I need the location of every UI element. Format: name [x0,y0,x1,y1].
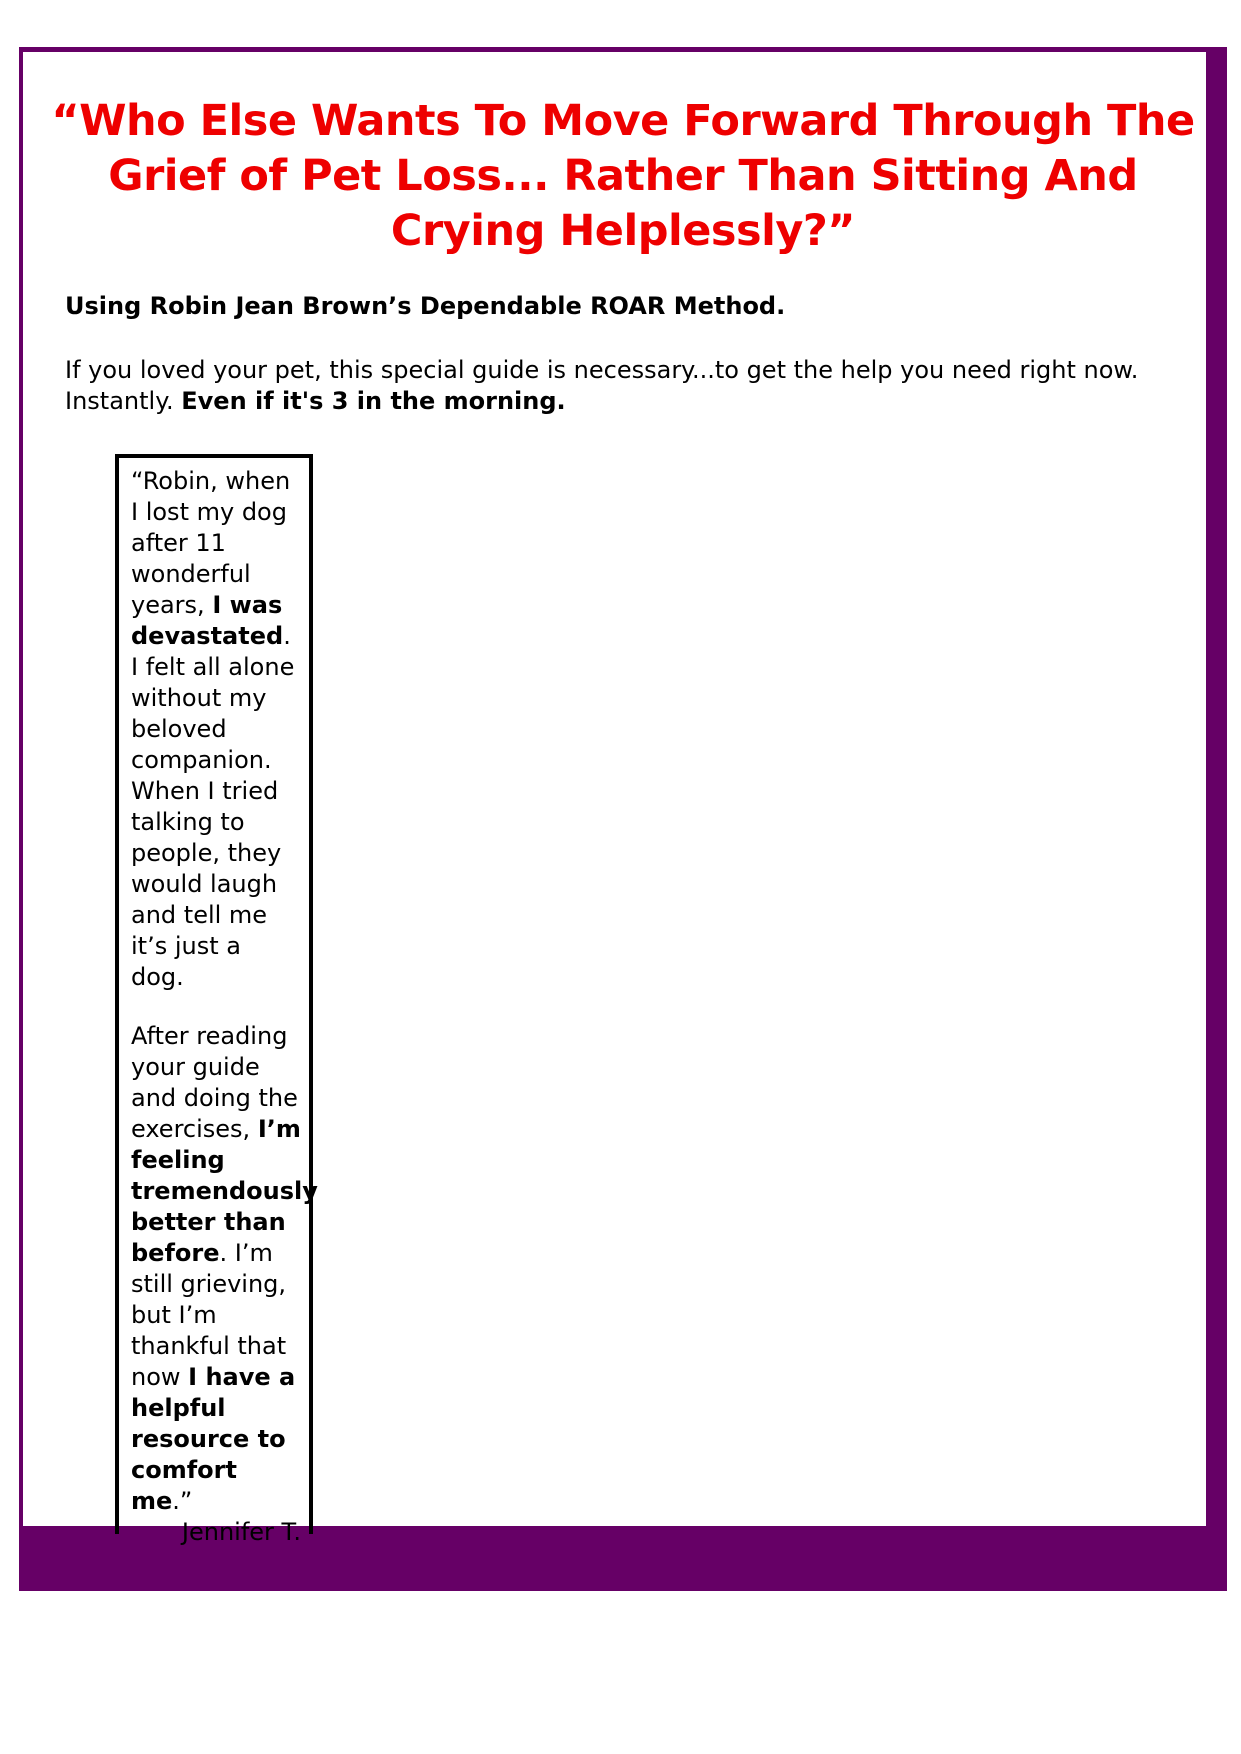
testimonial-box [115,454,318,1546]
testimonial-text: . I’m still grieving, but I’m thankful that now [131,1239,287,1391]
testimonial-emphasis: I’m feeling tremendously better than before [131,1115,318,1267]
intro-emphasis: Even if it's 3 in the morning. [181,387,566,415]
testimonial-paragraph-1 [131,466,301,993]
page-content [23,52,1206,1546]
testimonial-text: “Robin, when I lost my dog after 11 wonderful years, [131,467,291,619]
headline: “Who Else Wants To Move Forward Through The Grief of Pet Loss... Rather Than Sitting And Crying Helplessly?” [51,96,1195,256]
testimonial-text: . I felt all alone without my beloved companion. When I tried talking to people, they would laugh and tell me it’s just a dog. [131,622,295,991]
intro-text: If you loved your pet, this special guide is necessary...to get the help you need right now. Instantly. [65,356,1139,415]
testimonial-emphasis: I was devastated [131,591,284,650]
subheadline: Using Robin Jean Brown’s Dependable ROAR Method. [65,292,786,320]
intro-paragraph [65,355,1185,417]
testimonial-author: Jennifer T. [181,1518,301,1546]
testimonial-emphasis: I have a helpful resource to comfort me [131,1363,296,1515]
testimonial-text: After reading your guide and doing the exercises, [131,1022,298,1143]
testimonial-paragraph-2 [131,1021,318,1517]
testimonial-text: .” [172,1487,193,1515]
